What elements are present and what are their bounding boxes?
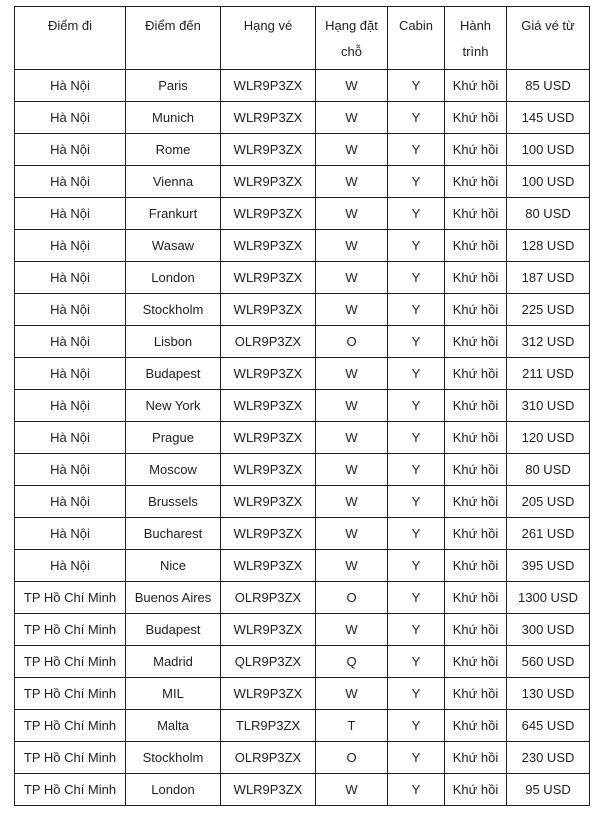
departure-cell: Hà Nội bbox=[15, 454, 126, 486]
booking-class-cell: W bbox=[316, 102, 388, 134]
table-row bbox=[15, 774, 590, 806]
price-cell: 120 USD bbox=[507, 422, 590, 454]
departure-cell: Hà Nội bbox=[15, 358, 126, 390]
fare-class-cell: WLR9P3ZX bbox=[221, 134, 316, 166]
fare-class-cell: TLR9P3ZX bbox=[221, 710, 316, 742]
cabin-cell: Y bbox=[388, 230, 445, 262]
fare-class-cell: WLR9P3ZX bbox=[221, 294, 316, 326]
booking-class-cell: W bbox=[316, 518, 388, 550]
fare-class-cell: OLR9P3ZX bbox=[221, 742, 316, 774]
destination-cell: London bbox=[126, 262, 221, 294]
departure-cell: Hà Nội bbox=[15, 230, 126, 262]
fare-class-cell: WLR9P3ZX bbox=[221, 454, 316, 486]
destination-cell: Malta bbox=[126, 710, 221, 742]
fare-class-cell: WLR9P3ZX bbox=[221, 166, 316, 198]
cabin-cell: Y bbox=[388, 422, 445, 454]
destination-cell: Prague bbox=[126, 422, 221, 454]
table-row bbox=[15, 134, 590, 166]
booking-class-cell: W bbox=[316, 294, 388, 326]
cabin-cell: Y bbox=[388, 678, 445, 710]
booking-class-cell: W bbox=[316, 358, 388, 390]
booking-class-cell: W bbox=[316, 390, 388, 422]
departure-cell: Hà Nội bbox=[15, 550, 126, 582]
cabin-cell: Y bbox=[388, 166, 445, 198]
itinerary-cell: Khứ hồi bbox=[445, 710, 507, 742]
booking-class-cell: W bbox=[316, 678, 388, 710]
cabin-cell: Y bbox=[388, 550, 445, 582]
fare-class-cell: WLR9P3ZX bbox=[221, 198, 316, 230]
itinerary-cell: Khứ hồi bbox=[445, 134, 507, 166]
fare-class-cell: WLR9P3ZX bbox=[221, 230, 316, 262]
itinerary-cell: Khứ hồi bbox=[445, 70, 507, 102]
destination-cell: Frankurt bbox=[126, 198, 221, 230]
table-row bbox=[15, 166, 590, 198]
destination-cell: Moscow bbox=[126, 454, 221, 486]
destination-cell: Munich bbox=[126, 102, 221, 134]
cabin-cell: Y bbox=[388, 454, 445, 486]
itinerary-cell: Khứ hồi bbox=[445, 646, 507, 678]
departure-cell: TP Hồ Chí Minh bbox=[15, 646, 126, 678]
destination-cell: Budapest bbox=[126, 614, 221, 646]
booking-class-cell: W bbox=[316, 198, 388, 230]
departure-cell: Hà Nội bbox=[15, 198, 126, 230]
header-cabin: Cabin bbox=[388, 7, 445, 70]
table-row bbox=[15, 550, 590, 582]
booking-class-cell: W bbox=[316, 486, 388, 518]
itinerary-cell: Khứ hồi bbox=[445, 774, 507, 806]
itinerary-cell: Khứ hồi bbox=[445, 550, 507, 582]
table-row bbox=[15, 486, 590, 518]
booking-class-cell: O bbox=[316, 742, 388, 774]
price-cell: 130 USD bbox=[507, 678, 590, 710]
destination-cell: Vienna bbox=[126, 166, 221, 198]
departure-cell: TP Hồ Chí Minh bbox=[15, 678, 126, 710]
header-departure: Điểm đi bbox=[15, 7, 126, 70]
departure-cell: TP Hồ Chí Minh bbox=[15, 710, 126, 742]
cabin-cell: Y bbox=[388, 390, 445, 422]
fare-class-cell: WLR9P3ZX bbox=[221, 678, 316, 710]
fare-class-cell: WLR9P3ZX bbox=[221, 70, 316, 102]
departure-cell: Hà Nội bbox=[15, 422, 126, 454]
header-destination: Điểm đến bbox=[126, 7, 221, 70]
fare-table bbox=[14, 6, 590, 806]
table-row bbox=[15, 294, 590, 326]
fare-class-cell: WLR9P3ZX bbox=[221, 550, 316, 582]
table-row bbox=[15, 742, 590, 774]
header-price-from: Giá vé từ bbox=[507, 7, 590, 70]
departure-cell: Hà Nội bbox=[15, 390, 126, 422]
table-body bbox=[15, 70, 590, 806]
price-cell: 230 USD bbox=[507, 742, 590, 774]
table-row bbox=[15, 614, 590, 646]
cabin-cell: Y bbox=[388, 614, 445, 646]
departure-cell: Hà Nội bbox=[15, 166, 126, 198]
cabin-cell: Y bbox=[388, 710, 445, 742]
destination-cell: Stockholm bbox=[126, 294, 221, 326]
fare-class-cell: WLR9P3ZX bbox=[221, 614, 316, 646]
table-header-row bbox=[15, 7, 590, 70]
table-row bbox=[15, 582, 590, 614]
price-cell: 560 USD bbox=[507, 646, 590, 678]
itinerary-cell: Khứ hồi bbox=[445, 102, 507, 134]
price-cell: 80 USD bbox=[507, 198, 590, 230]
departure-cell: TP Hồ Chí Minh bbox=[15, 582, 126, 614]
itinerary-cell: Khứ hồi bbox=[445, 486, 507, 518]
itinerary-cell: Khứ hồi bbox=[445, 518, 507, 550]
table-row bbox=[15, 422, 590, 454]
fare-class-cell: WLR9P3ZX bbox=[221, 102, 316, 134]
booking-class-cell: W bbox=[316, 454, 388, 486]
booking-class-cell: W bbox=[316, 230, 388, 262]
destination-cell: Stockholm bbox=[126, 742, 221, 774]
departure-cell: TP Hồ Chí Minh bbox=[15, 742, 126, 774]
itinerary-cell: Khứ hồi bbox=[445, 358, 507, 390]
table-row bbox=[15, 358, 590, 390]
table-row bbox=[15, 454, 590, 486]
price-cell: 187 USD bbox=[507, 262, 590, 294]
departure-cell: Hà Nội bbox=[15, 102, 126, 134]
cabin-cell: Y bbox=[388, 198, 445, 230]
itinerary-cell: Khứ hồi bbox=[445, 422, 507, 454]
departure-cell: Hà Nội bbox=[15, 262, 126, 294]
fare-class-cell: WLR9P3ZX bbox=[221, 518, 316, 550]
booking-class-cell: W bbox=[316, 134, 388, 166]
fare-class-cell: OLR9P3ZX bbox=[221, 326, 316, 358]
fare-class-cell: WLR9P3ZX bbox=[221, 422, 316, 454]
price-cell: 225 USD bbox=[507, 294, 590, 326]
table-row bbox=[15, 326, 590, 358]
price-cell: 645 USD bbox=[507, 710, 590, 742]
destination-cell: Paris bbox=[126, 70, 221, 102]
cabin-cell: Y bbox=[388, 358, 445, 390]
departure-cell: Hà Nội bbox=[15, 326, 126, 358]
price-cell: 145 USD bbox=[507, 102, 590, 134]
booking-class-cell: Q bbox=[316, 646, 388, 678]
destination-cell: Nice bbox=[126, 550, 221, 582]
booking-class-cell: O bbox=[316, 582, 388, 614]
price-cell: 128 USD bbox=[507, 230, 590, 262]
departure-cell: Hà Nội bbox=[15, 70, 126, 102]
booking-class-cell: W bbox=[316, 422, 388, 454]
table-row bbox=[15, 390, 590, 422]
price-cell: 300 USD bbox=[507, 614, 590, 646]
cabin-cell: Y bbox=[388, 294, 445, 326]
departure-cell: Hà Nội bbox=[15, 134, 126, 166]
itinerary-cell: Khứ hồi bbox=[445, 230, 507, 262]
itinerary-cell: Khứ hồi bbox=[445, 198, 507, 230]
itinerary-cell: Khứ hồi bbox=[445, 166, 507, 198]
itinerary-cell: Khứ hồi bbox=[445, 582, 507, 614]
fare-class-cell: WLR9P3ZX bbox=[221, 774, 316, 806]
departure-cell: Hà Nội bbox=[15, 486, 126, 518]
price-cell: 261 USD bbox=[507, 518, 590, 550]
table-row bbox=[15, 198, 590, 230]
booking-class-cell: W bbox=[316, 614, 388, 646]
departure-cell: TP Hồ Chí Minh bbox=[15, 614, 126, 646]
destination-cell: MIL bbox=[126, 678, 221, 710]
booking-class-cell: W bbox=[316, 70, 388, 102]
price-cell: 100 USD bbox=[507, 134, 590, 166]
table-row bbox=[15, 710, 590, 742]
destination-cell: Buenos Aires bbox=[126, 582, 221, 614]
price-cell: 205 USD bbox=[507, 486, 590, 518]
itinerary-cell: Khứ hồi bbox=[445, 742, 507, 774]
fare-class-cell: WLR9P3ZX bbox=[221, 390, 316, 422]
table-row bbox=[15, 646, 590, 678]
cabin-cell: Y bbox=[388, 70, 445, 102]
destination-cell: London bbox=[126, 774, 221, 806]
cabin-cell: Y bbox=[388, 774, 445, 806]
destination-cell: Lisbon bbox=[126, 326, 221, 358]
fare-class-cell: OLR9P3ZX bbox=[221, 582, 316, 614]
header-fare-class: Hạng vé bbox=[221, 7, 316, 70]
cabin-cell: Y bbox=[388, 134, 445, 166]
price-cell: 80 USD bbox=[507, 454, 590, 486]
price-cell: 310 USD bbox=[507, 390, 590, 422]
price-cell: 85 USD bbox=[507, 70, 590, 102]
price-cell: 211 USD bbox=[507, 358, 590, 390]
departure-cell: TP Hồ Chí Minh bbox=[15, 774, 126, 806]
fare-class-cell: WLR9P3ZX bbox=[221, 262, 316, 294]
booking-class-cell: W bbox=[316, 262, 388, 294]
itinerary-cell: Khứ hồi bbox=[445, 678, 507, 710]
booking-class-cell: T bbox=[316, 710, 388, 742]
fare-class-cell: WLR9P3ZX bbox=[221, 358, 316, 390]
booking-class-cell: W bbox=[316, 166, 388, 198]
itinerary-cell: Khứ hồi bbox=[445, 390, 507, 422]
destination-cell: New York bbox=[126, 390, 221, 422]
booking-class-cell: O bbox=[316, 326, 388, 358]
itinerary-cell: Khứ hồi bbox=[445, 294, 507, 326]
cabin-cell: Y bbox=[388, 742, 445, 774]
table-row bbox=[15, 230, 590, 262]
destination-cell: Bucharest bbox=[126, 518, 221, 550]
table-row bbox=[15, 70, 590, 102]
header-itinerary: Hành trình bbox=[445, 7, 507, 70]
price-cell: 95 USD bbox=[507, 774, 590, 806]
departure-cell: Hà Nội bbox=[15, 518, 126, 550]
cabin-cell: Y bbox=[388, 486, 445, 518]
destination-cell: Wasaw bbox=[126, 230, 221, 262]
itinerary-cell: Khứ hồi bbox=[445, 454, 507, 486]
cabin-cell: Y bbox=[388, 262, 445, 294]
price-cell: 1300 USD bbox=[507, 582, 590, 614]
fare-class-cell: WLR9P3ZX bbox=[221, 486, 316, 518]
cabin-cell: Y bbox=[388, 518, 445, 550]
price-cell: 395 USD bbox=[507, 550, 590, 582]
price-cell: 312 USD bbox=[507, 326, 590, 358]
destination-cell: Rome bbox=[126, 134, 221, 166]
cabin-cell: Y bbox=[388, 646, 445, 678]
departure-cell: Hà Nội bbox=[15, 294, 126, 326]
cabin-cell: Y bbox=[388, 102, 445, 134]
destination-cell: Budapest bbox=[126, 358, 221, 390]
destination-cell: Brussels bbox=[126, 486, 221, 518]
table-row bbox=[15, 102, 590, 134]
fare-class-cell: QLR9P3ZX bbox=[221, 646, 316, 678]
booking-class-cell: W bbox=[316, 774, 388, 806]
table-row bbox=[15, 678, 590, 710]
table-row bbox=[15, 518, 590, 550]
cabin-cell: Y bbox=[388, 582, 445, 614]
itinerary-cell: Khứ hồi bbox=[445, 262, 507, 294]
destination-cell: Madrid bbox=[126, 646, 221, 678]
table-row bbox=[15, 262, 590, 294]
cabin-cell: Y bbox=[388, 326, 445, 358]
price-cell: 100 USD bbox=[507, 166, 590, 198]
booking-class-cell: W bbox=[316, 550, 388, 582]
itinerary-cell: Khứ hồi bbox=[445, 614, 507, 646]
itinerary-cell: Khứ hồi bbox=[445, 326, 507, 358]
header-booking-class: Hạng đặt chỗ bbox=[316, 7, 388, 70]
